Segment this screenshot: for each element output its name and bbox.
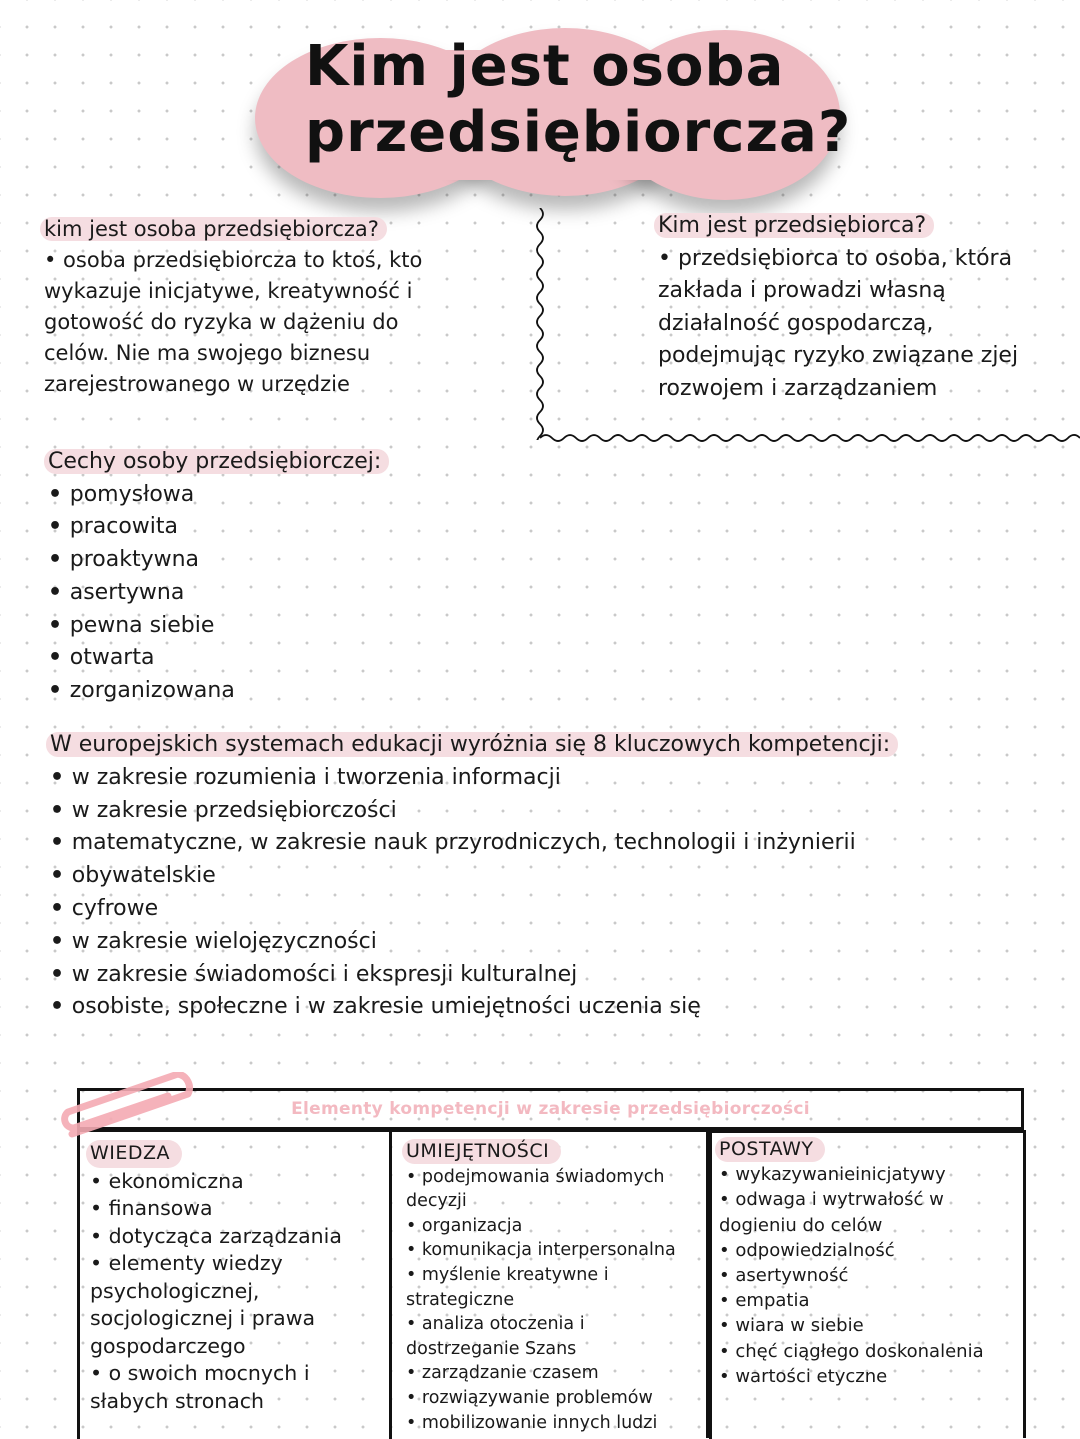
column-line: gospodarczego — [90, 1333, 246, 1358]
column-line: decyzji — [406, 1191, 467, 1212]
definition-line: wykazuje inicjatywe, kreatywność i — [44, 279, 413, 303]
column-line: • myślenie kreatywne i — [406, 1264, 609, 1285]
competence-item: • obywatelskie — [50, 860, 898, 893]
trait-item: • otwarta — [48, 642, 389, 675]
column-line: • podejmowania świadomych — [406, 1166, 665, 1187]
column-line: • o swoich mocnych i — [90, 1361, 310, 1385]
column-line: • dotycząca zarządzania — [90, 1223, 342, 1248]
wavy-divider-horizontal — [540, 428, 1080, 444]
definition-line: działalność gospodarczą, — [658, 310, 934, 336]
trait-item: • asertywna — [48, 577, 389, 610]
column-line: • organizacja — [406, 1215, 523, 1236]
entrepreneurial-person-section — [44, 214, 514, 400]
trait-item: • proaktywna — [48, 544, 389, 577]
column-line: • mobilizowanie innych ludzi — [406, 1412, 658, 1433]
column-line: • odpowiedzialność — [719, 1239, 895, 1261]
section-heading: Cechy osoby przedsiębiorczej: — [44, 449, 389, 474]
column-line: strategiczne — [406, 1289, 515, 1310]
table-title: Elementy kompetencji w zakresie przedsiębiorczości — [291, 1099, 810, 1119]
trait-item: • pewna siebie — [48, 610, 389, 643]
competence-item: • cyfrowe — [50, 893, 898, 926]
title-banner — [255, 20, 852, 200]
competence-item: • osobiste, społeczne i w zakresie umiejętności uczenia się — [50, 991, 898, 1024]
column-line: • elementy wiedzy — [90, 1251, 283, 1275]
definition-line: zakłada i prowadzi własną — [658, 278, 946, 303]
definition-line: gotowość do ryzyka w dążeniu do — [44, 310, 399, 334]
column-line: • wiara w siebie — [719, 1315, 864, 1337]
column-line: • chęć ciągłego doskonalenia — [719, 1340, 984, 1362]
table-column-knowledge — [77, 1131, 392, 1439]
column-heading: WIEDZA — [86, 1140, 182, 1168]
column-line: • rozwiązywanie problemów — [406, 1387, 653, 1408]
definition-line: podejmując ryzyko związane zjej — [658, 343, 1019, 368]
paperclip-icon — [50, 1072, 210, 1142]
column-line: • asertywność — [719, 1265, 849, 1287]
column-line: • wartości etyczne — [719, 1365, 888, 1387]
column-line: słabych stronach — [90, 1388, 265, 1413]
competence-item: • w zakresie wielojęzyczności — [50, 926, 898, 959]
table-header — [77, 1088, 1024, 1132]
column-line: dostrzeganie Szans — [406, 1338, 577, 1359]
column-heading: UMIEJĘTNOŚCI — [402, 1139, 561, 1164]
definition-line: celów. Nie ma swojego biznesu — [44, 341, 371, 365]
column-line: • ekonomiczna — [90, 1168, 244, 1193]
key-competences-section — [50, 729, 898, 1024]
column-line: socjologicznej i prawa — [90, 1306, 316, 1330]
competence-item: • w zakresie przedsiębiorczości — [50, 795, 898, 828]
column-line: • zarządzanie czasem — [406, 1363, 599, 1384]
trait-item: • pracowita — [48, 511, 389, 544]
wavy-divider-vertical — [530, 208, 550, 440]
competence-item: • matematyczne, w zakresie nauk przyrodniczych, technologii i inżynierii — [50, 827, 898, 860]
table-column-attitudes — [706, 1130, 1026, 1438]
column-line: • odwaga i wytrwałość w — [719, 1189, 944, 1211]
column-line: • analiza otoczenia i — [406, 1314, 585, 1335]
column-line: dogieniu do celów — [719, 1214, 883, 1236]
trait-item: • zorganizowana — [48, 675, 389, 708]
section-heading: kim jest osoba przedsiębiorcza? — [40, 217, 387, 241]
table-column-skills — [389, 1131, 712, 1439]
traits-section — [48, 446, 389, 708]
entrepreneur-section — [658, 210, 1068, 405]
page-title-line-1: Kim jest osoba — [305, 34, 785, 99]
definition-line: rozwojem i zarządzaniem — [658, 375, 938, 401]
column-heading: POSTAWY — [715, 1137, 825, 1162]
column-line: • empatia — [719, 1290, 810, 1312]
competence-item: • w zakresie rozumienia i tworzenia informacji — [50, 762, 898, 795]
column-line: psychologicznej, — [90, 1278, 260, 1303]
column-line: • wykazywanieinicjatywy — [719, 1164, 946, 1186]
column-line: • komunikacja interpersonalna — [406, 1240, 676, 1261]
section-heading: Kim jest przedsiębiorca? — [654, 213, 934, 238]
column-line: • finansowa — [90, 1196, 213, 1220]
trait-item: • pomysłowa — [48, 479, 389, 512]
definition-line: zarejestrowanego w urzędzie — [44, 372, 350, 396]
page-title — [305, 34, 852, 166]
section-heading: W europejskich systemach edukacji wyróżnia się 8 kluczowych kompetencji: — [46, 732, 898, 757]
definition-line: • przedsiębiorca to osoba, która — [658, 245, 1013, 271]
competence-item: • w zakresie świadomości i ekspresji kulturalnej — [50, 959, 898, 992]
definition-line: • osoba przedsiębiorcza to ktoś, kto — [44, 248, 423, 272]
page-title-line-2: przedsiębiorcza? — [305, 100, 852, 165]
